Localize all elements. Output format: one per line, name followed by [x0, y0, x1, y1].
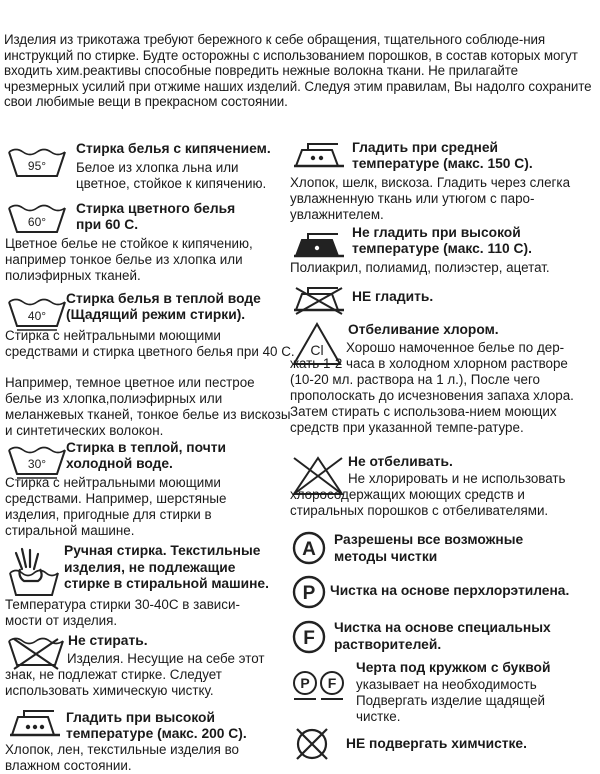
- care-item-dryclean-p: [290, 575, 600, 611]
- iron200-text: Хлопок, лен, текстильные изделия во влажном состоянии.: [5, 742, 239, 773]
- no-dryclean-icon: [294, 726, 330, 762]
- care-item-wash-40: [0, 290, 300, 438]
- dry-a-title: Разрешены все возможные методы чистки: [334, 532, 524, 564]
- boil-text: Белое из хлопка льна или цветное, стойкое к кипячению.: [76, 160, 267, 191]
- svg-text:A: A: [302, 539, 316, 560]
- iron110-title-2: температуре (макс. 110 С).: [352, 241, 532, 256]
- wash-temp-label: 95°: [27, 159, 47, 173]
- dryclean-p-icon: [292, 575, 326, 609]
- nowash-text: Изделия. Несущие на себе этот знак, не подлежат стирке. Следует использовать химическую чистку.: [5, 651, 265, 698]
- care-item-dryclean-a: [290, 528, 600, 568]
- wash-tub-60-icon: [8, 204, 66, 234]
- iron-low-icon: [292, 232, 346, 260]
- wash30-title-2: холодной воде.: [66, 456, 173, 471]
- care-item-iron-110: [290, 222, 600, 278]
- hand-title-2: изделия, не подлежащие: [64, 560, 236, 575]
- wash40-text-1: Стирка с нейтральными моющими средствами и стирка цветного белья при 40 С.: [5, 328, 295, 359]
- wash-tub-30-icon: [8, 446, 66, 478]
- wash40-text-2: Например, темное цветное или пестрое белье из хлопка,полиэфирных или меланжевых тканей, тонкое белье из вискозы и синтетических волокон.: [5, 375, 291, 438]
- iron-hot-icon: [8, 709, 62, 739]
- svg-text:Cl: Cl: [310, 342, 324, 358]
- care-item-wash-60: [0, 200, 300, 290]
- wash60-text: Цветное белье не стойкое к кипячению, например тонкое белье из хлопка или полиэфирных тканей.: [5, 236, 253, 283]
- care-item-no-bleach: [290, 452, 600, 522]
- care-item-iron-150: [290, 138, 600, 226]
- dry-p-title: Чистка на основе перхлорэтилена.: [330, 583, 570, 598]
- intro-paragraph: Изделия из трикотажа требуют бережного к себе обращения, тщательного соблюде-ния инструкций по стирке. Будте осторожны с использованием порошков, в состав которых могут входить хим.реактивы способные повредить нежные волокна ткани. Не прилагайте чрезмерных усилий при отжиме наших изделий. Следуя этим правилам, Вы надолго сохраните свои любимые вещи в прекрасном состоянии.: [4, 32, 592, 110]
- wash60-title-2: при 60 С.: [76, 217, 139, 232]
- svg-text:P: P: [302, 583, 316, 604]
- care-item-dryclean-gentle: [290, 660, 600, 722]
- care-item-no-dryclean: [290, 724, 600, 766]
- care-item-boil: [0, 138, 300, 198]
- iron200-title-1: Гладить при высокой: [66, 710, 215, 725]
- noiron-title: НЕ гладить.: [352, 289, 434, 304]
- iron200-title-2: температуре (макс. 200 С).: [66, 726, 247, 741]
- care-item-chlorine: [290, 320, 600, 450]
- wash30-title-1: Стирка в теплой, почти: [66, 440, 226, 455]
- wash30-text: Стирка с нейтральными моющими средствами. Например, шерстяные изделия, пригодные для стирки в стиральной машине.: [5, 475, 227, 538]
- hand-text: Температура стирки 30-40С в зависи-мости от изделия.: [5, 597, 240, 628]
- iron110-title-1: Не гладить при высокой: [352, 225, 521, 240]
- iron150-text: Хлопок, шелк, вискоза. Гладить через слегка увлажненную ткань или утюгом с паро-увлажнителем.: [290, 175, 571, 222]
- dryclean-gentle-icons: [292, 670, 348, 702]
- dryclean-f-icon: [292, 620, 326, 654]
- care-item-dryclean-f: [290, 618, 600, 658]
- iron-medium-icon: [292, 142, 346, 170]
- nowash-title: Не стирать.: [68, 633, 148, 648]
- nobleach-title: Не отбеливать.: [348, 454, 453, 469]
- wash60-title-1: Стирка цветного белья: [76, 201, 236, 216]
- care-item-iron-200: [0, 707, 300, 773]
- hand-wash-icon: [8, 547, 60, 597]
- no-iron-icon: [292, 286, 346, 314]
- dry-gentle-text: указывает на необходимость Подвергать изделие щадящей чистке.: [356, 677, 545, 724]
- iron110-text: Полиакрил, полиамид, полиэстер, ацетат.: [290, 260, 550, 275]
- care-item-no-iron: [290, 280, 600, 318]
- nodry-title: НЕ подвергать химчистке.: [346, 736, 527, 751]
- svg-text:P: P: [300, 675, 310, 691]
- hand-title-1: Ручная стирка. Текстильные: [64, 543, 261, 558]
- svg-text:30°: 30°: [27, 457, 47, 471]
- hand-title-3: стирке в стиральной машине.: [64, 576, 269, 591]
- wash40-title-2: (Щадящий режим стирки).: [66, 307, 246, 322]
- svg-text:40°: 40°: [27, 309, 47, 323]
- nobleach-text: Не хлорировать и не использовать хлоросодержащих моющих средств и стиральных порошков с отбеливателями.: [290, 471, 566, 518]
- svg-text:F: F: [303, 628, 315, 649]
- wash-tub-40-icon: [8, 298, 66, 328]
- svg-text:60°: 60°: [27, 215, 47, 229]
- care-item-no-wash: [0, 631, 300, 707]
- boil-title: Стирка белья с кипячением.: [76, 141, 271, 156]
- wash40-title-1: Стирка белья в теплой воде: [66, 291, 261, 306]
- svg-text:F: F: [327, 675, 337, 691]
- care-item-wash-30: [0, 438, 300, 543]
- iron150-title-2: температуре (макс. 150 С).: [352, 156, 533, 171]
- dry-gentle-title: Черта под кружком с буквой: [356, 660, 551, 675]
- chlorine-title: Отбеливание хлором.: [348, 322, 499, 337]
- iron150-title-1: Гладить при средней: [352, 140, 498, 155]
- chlorine-text: Хорошо намоченное белье по дер-жать 1-2 часа в холодном хлорном растворе (10-20 мл. раствора на 1 л.), После чего прополоскать до исчезновения запаха хлора. Затем стирать с использова-нием моющих средств при указанной темпе-ратуре.: [290, 340, 574, 435]
- care-item-hand-wash: [0, 543, 300, 631]
- wash-tub-95-icon: [8, 148, 66, 178]
- dryclean-a-icon: [292, 531, 326, 565]
- dry-f-title: Чистка на основе специальных растворителей.: [334, 620, 551, 652]
